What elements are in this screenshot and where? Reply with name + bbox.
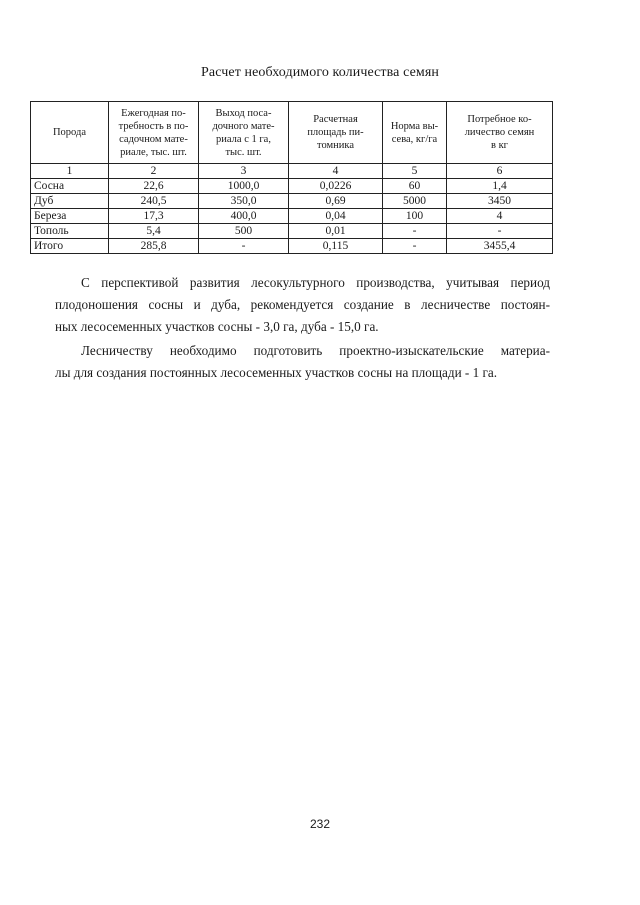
header-line: личество семян bbox=[464, 127, 535, 138]
table-cell: 285,8 bbox=[109, 239, 199, 254]
table-cell: 100 bbox=[383, 209, 447, 224]
table-cell: - bbox=[199, 239, 289, 254]
table-cell: 1,4 bbox=[447, 179, 553, 194]
header-line: сева, кг/га bbox=[391, 133, 438, 145]
document-title: Расчет необходимого количества семян bbox=[201, 65, 439, 80]
column-number-cell: 3 bbox=[199, 164, 289, 179]
column-number-cell: 4 bbox=[289, 164, 383, 179]
header-cell bbox=[289, 102, 383, 164]
table-cell: 60 bbox=[383, 179, 447, 194]
table-row bbox=[31, 209, 553, 224]
table-cell: 0,115 bbox=[289, 239, 383, 254]
table-cell: 3455,4 bbox=[447, 239, 553, 254]
paragraph-2 bbox=[55, 340, 550, 384]
table-cell: 0,04 bbox=[289, 209, 383, 224]
species-cell: Сосна bbox=[31, 179, 109, 194]
header-cell bbox=[199, 102, 289, 164]
table-cell: 0,0226 bbox=[289, 179, 383, 194]
table-cell: 400,0 bbox=[199, 209, 289, 224]
table-cell: - bbox=[447, 224, 553, 239]
header-line: риале, тыс. шт. bbox=[120, 146, 187, 158]
page-number: 232 bbox=[309, 817, 331, 831]
paragraph-line: лы для создания постоянных лесосеменных участков сосны на площади - 1 га. bbox=[55, 365, 498, 380]
header-cell bbox=[383, 102, 447, 164]
header-line: Ежегодная по- bbox=[121, 107, 186, 119]
species-cell: Итого bbox=[31, 239, 109, 254]
species-cell: Береза bbox=[31, 209, 109, 224]
header-line: томника bbox=[317, 140, 354, 151]
column-number-cell: 2 bbox=[109, 164, 199, 179]
header-line: требность в по- bbox=[118, 120, 189, 132]
column-number-cell: 1 bbox=[31, 164, 109, 179]
header-line: дочного мате- bbox=[212, 120, 275, 132]
table-cell: 4 bbox=[447, 209, 553, 224]
header-line: садочном мате- bbox=[119, 133, 188, 145]
table-cell: 0,01 bbox=[289, 224, 383, 239]
table-cell: 22,6 bbox=[109, 179, 199, 194]
table-cell: 1000,0 bbox=[199, 179, 289, 194]
table-cell: 17,3 bbox=[109, 209, 199, 224]
table-cell: 500 bbox=[199, 224, 289, 239]
column-number-cell: 6 bbox=[447, 164, 553, 179]
header-line: Потребное ко- bbox=[467, 114, 532, 125]
table-cell: 0,69 bbox=[289, 194, 383, 209]
seed-calculation-table bbox=[30, 101, 553, 254]
header-line: Расчетная bbox=[313, 114, 358, 125]
table-row bbox=[31, 224, 553, 239]
paragraph-line: ных лесосеменных участков сосны - 3,0 га, дуба - 15,0 га. bbox=[55, 319, 379, 334]
table-cell: 5000 bbox=[383, 194, 447, 209]
table-cell: 3450 bbox=[447, 194, 553, 209]
species-cell: Тополь bbox=[31, 224, 109, 239]
table-cell: - bbox=[383, 224, 447, 239]
header-line: площадь пи- bbox=[307, 127, 364, 138]
table-cell: 5,4 bbox=[109, 224, 199, 239]
header-cell bbox=[31, 102, 109, 164]
table-cell: 350,0 bbox=[199, 194, 289, 209]
table-cell: - bbox=[383, 239, 447, 254]
header-line: риала с 1 га, bbox=[216, 133, 271, 145]
table-header-row bbox=[31, 102, 553, 164]
paragraph-1 bbox=[55, 272, 550, 338]
table-cell: 240,5 bbox=[109, 194, 199, 209]
column-number-cell: 5 bbox=[383, 164, 447, 179]
species-cell: Дуб bbox=[31, 194, 109, 209]
header-line: Выход поса- bbox=[215, 107, 272, 119]
header-line: Норма вы- bbox=[390, 120, 439, 132]
paragraph-line: Лесничеству необходимо подготовить проектно-изыскательские материа- bbox=[81, 343, 550, 358]
header-cell bbox=[109, 102, 199, 164]
header-line: Порода bbox=[52, 127, 87, 138]
paragraph-line: С перспективой развития лесокультурного производства, учитывая период bbox=[81, 275, 550, 290]
column-number-row bbox=[31, 164, 553, 179]
table-total-row bbox=[31, 239, 553, 254]
header-line: тыс. шт. bbox=[225, 146, 262, 158]
header-cell bbox=[447, 102, 553, 164]
paragraph-line: плодоношения сосны и дуба, рекомендуется создание в лесничестве постоян- bbox=[55, 297, 550, 312]
table-row bbox=[31, 179, 553, 194]
table-row bbox=[31, 194, 553, 209]
header-line: в кг bbox=[491, 140, 508, 151]
